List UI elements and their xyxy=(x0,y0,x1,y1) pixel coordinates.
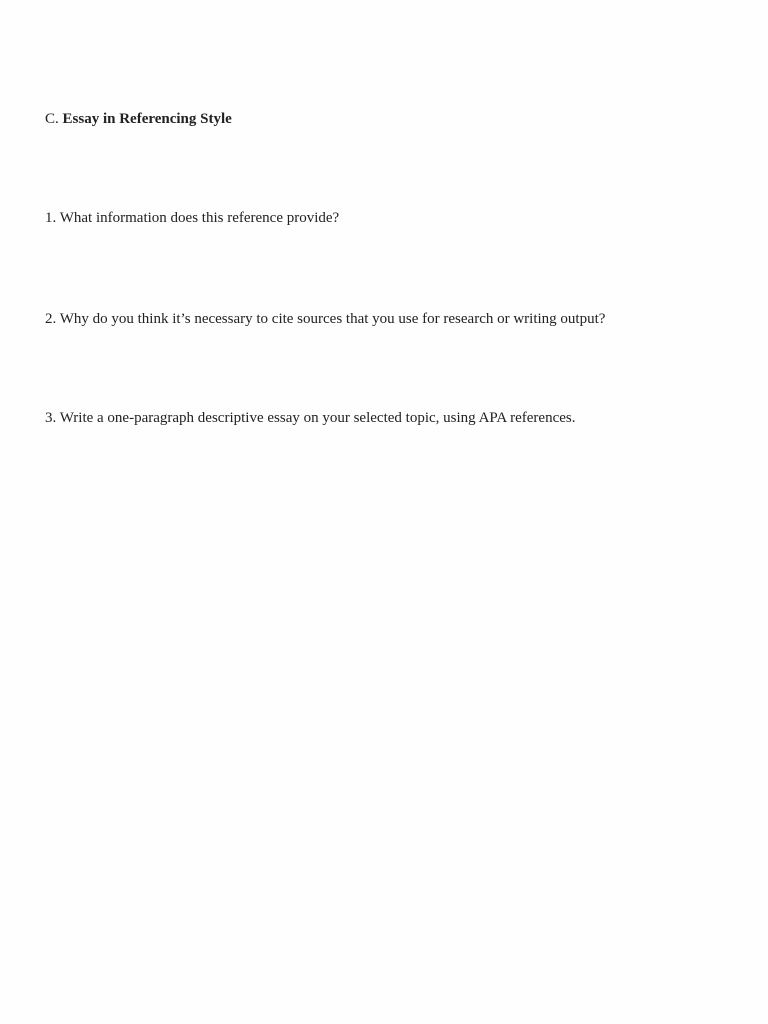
question-number: 2. xyxy=(45,311,57,327)
section-title: Essay in Referencing Style xyxy=(62,111,232,127)
question-number: 3. xyxy=(45,410,57,426)
section-heading xyxy=(45,110,232,128)
question-number: 1. xyxy=(45,210,57,226)
question-1 xyxy=(45,209,339,227)
question-text: What information does this reference provide? xyxy=(59,210,340,226)
question-2 xyxy=(45,310,605,328)
section-prefix: C. xyxy=(45,111,59,127)
question-text: Write a one-paragraph descriptive essay on your selected topic, using APA references. xyxy=(59,410,576,426)
question-3 xyxy=(45,409,575,427)
question-text: Why do you think it’s necessary to cite sources that you use for research or writing output? xyxy=(59,311,606,327)
